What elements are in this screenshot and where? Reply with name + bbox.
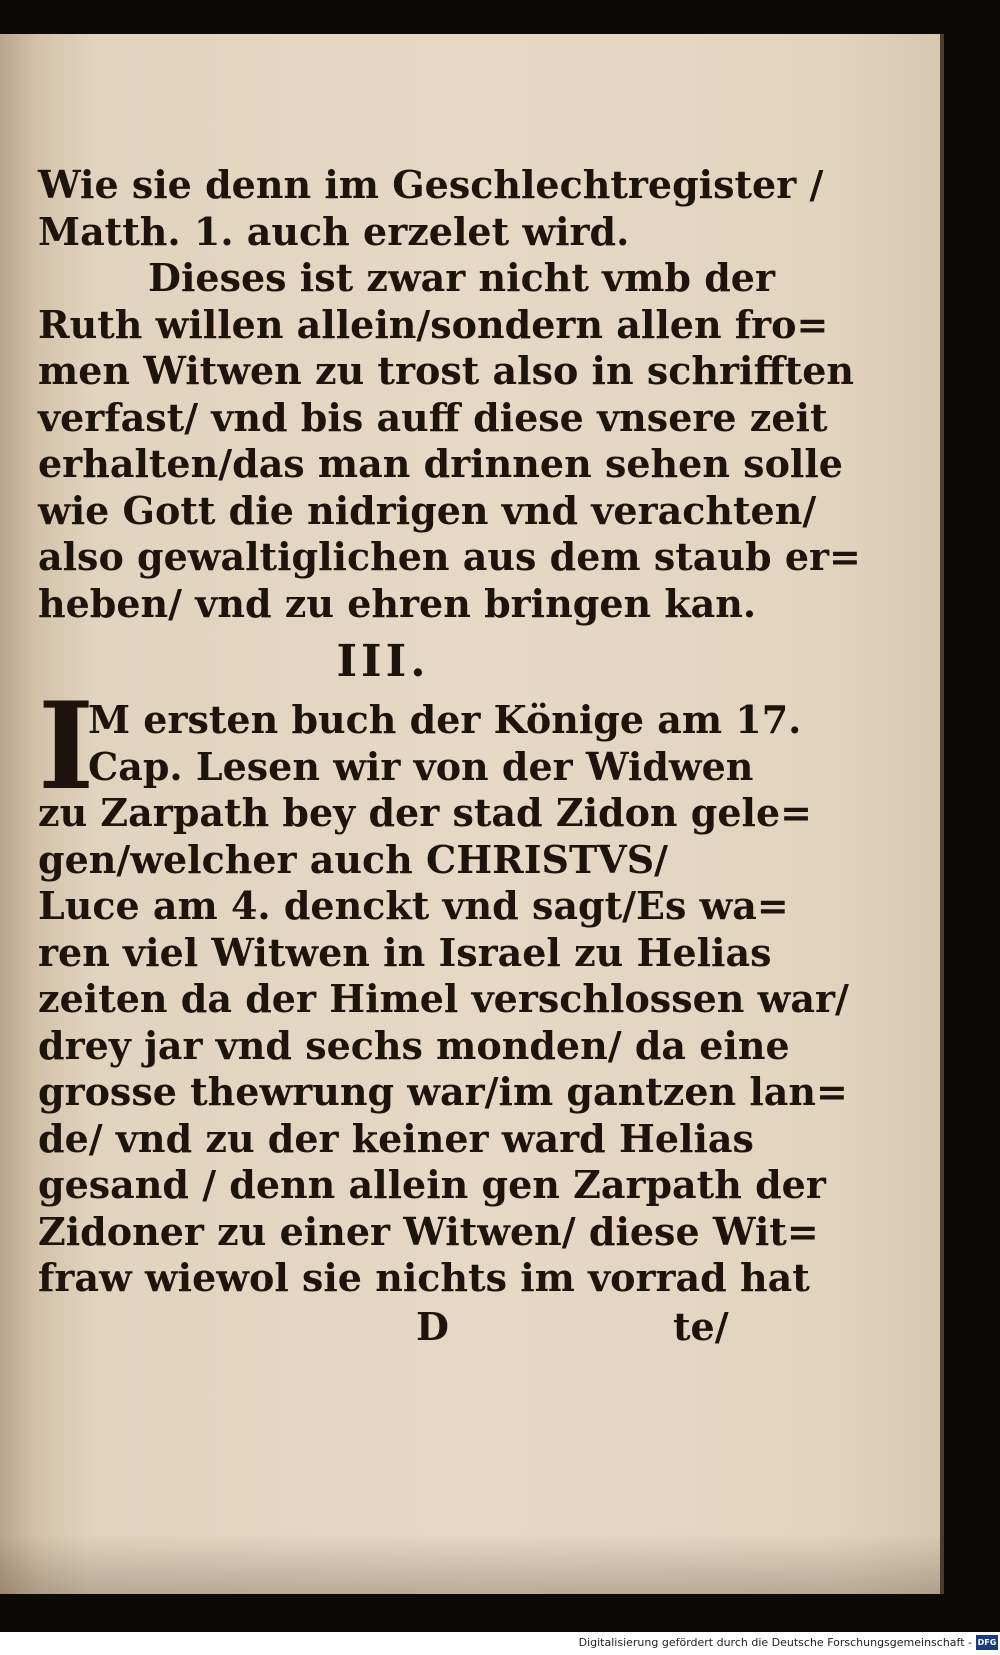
- catchword: te/: [673, 1303, 729, 1349]
- text-line: verfast/ vnd bis auff diese vnsere zeit: [38, 394, 828, 440]
- book-page: [0, 34, 944, 1594]
- text-line: zeiten da der Himel verschlossen war/: [38, 976, 849, 1021]
- text-line: Wie sie denn im Geschlechtregister /: [38, 162, 824, 207]
- text-line: Luce am 4. denckt vnd sagt/Es wa=: [38, 883, 789, 928]
- text-line: men Witwen zu trost also in schrifften: [38, 348, 854, 393]
- text-line: gen/welcher auch CHRISTVS/: [38, 836, 669, 882]
- text-line: gesand / denn allein gen Zarpath der: [38, 1162, 826, 1207]
- text-line: wie Gott die nidrigen vnd verachten/: [38, 487, 817, 533]
- text-line: Cap. Lesen wir von der Widwen: [88, 743, 754, 789]
- text-line: Ruth willen allein/sondern allen fro=: [38, 301, 829, 347]
- credit-bar: [0, 1632, 1000, 1655]
- text-line: Dieses ist zwar nicht vmb der: [148, 255, 775, 300]
- section-heading: III.: [336, 636, 430, 687]
- text-line: erhalten/das man drinnen sehen solle: [38, 441, 843, 486]
- text-line: fraw wiewol sie nichts im vorrad hat: [38, 1255, 810, 1300]
- funding-credit: Digitalisierung gefördert durch die Deutsche Forschungsgemeinschaft -: [578, 1636, 972, 1649]
- drop-cap-initial: I: [38, 676, 95, 817]
- text-line: ren viel Witwen in Israel zu Helias: [38, 929, 772, 975]
- page-footer: [38, 1302, 728, 1352]
- text-line: grosse thewrung war/im gantzen lan=: [38, 1069, 848, 1114]
- text-line: M ersten buch der Könige am 17.: [88, 697, 802, 742]
- text-line: drey jar vnd sechs monden/ da eine: [38, 1022, 790, 1068]
- text-line: heben/ vnd zu ehren bringen kan.: [38, 580, 757, 626]
- signature-mark: D: [416, 1303, 449, 1349]
- dfg-logo-icon: DFG: [976, 1635, 998, 1650]
- text-line: Zidoner zu einer Witwen/ diese Wit=: [38, 1208, 819, 1254]
- paragraph: [38, 676, 849, 1302]
- text-line: de/ vnd zu der keiner ward Helias: [38, 1115, 754, 1161]
- page-text: [38, 162, 861, 1352]
- text-line: also gewaltiglichen aus dem staub er=: [38, 534, 861, 579]
- text-line: Matth. 1. auch erzelet wird.: [38, 208, 630, 254]
- text-line: zu Zarpath bey der stad Zidon gele=: [38, 790, 812, 835]
